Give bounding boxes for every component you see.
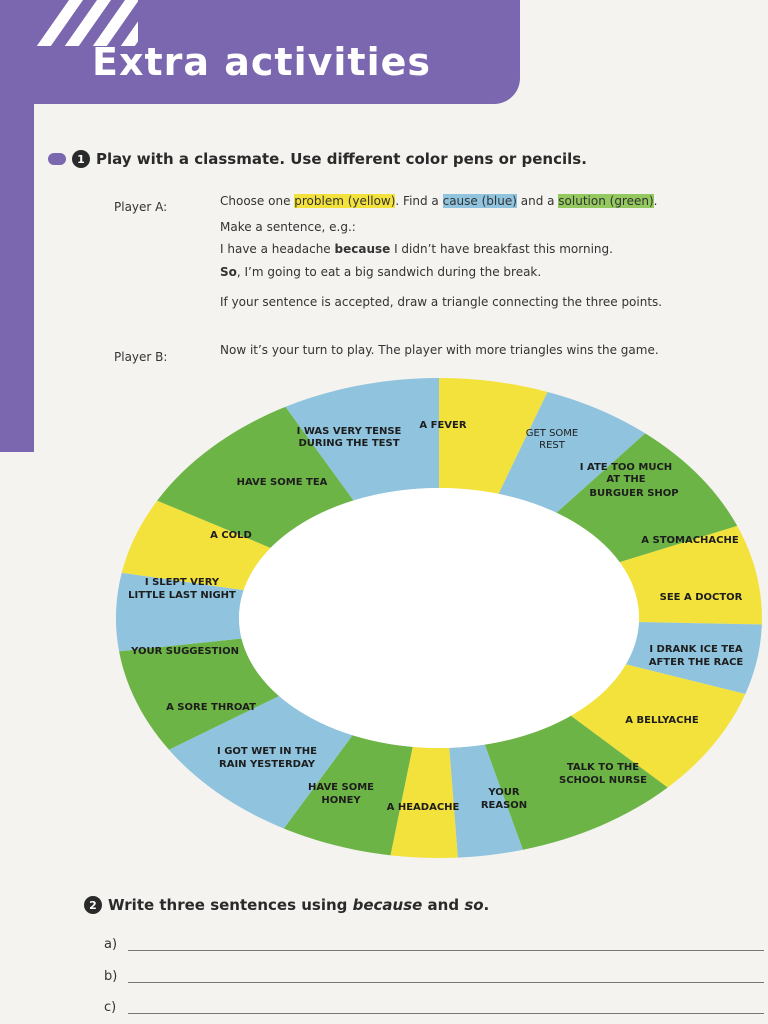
wheel-item: RAIN YESTERDAY [219, 759, 315, 770]
answer-label-a: a) [104, 937, 118, 952]
wheel-item: I DRANK ICE TEA [649, 644, 743, 655]
wheel-item: A HEADACHE [386, 802, 460, 813]
player-b-text: Now it’s your turn to play. The player with more triangles wins the game. [220, 343, 659, 357]
speech-bubble-icon [48, 153, 66, 165]
player-a-line-2: Make a sentence, e.g.: [220, 220, 356, 234]
wheel-item: BURGUER SHOP [589, 488, 679, 499]
wheel-item: HAVE SOME TEA [236, 477, 328, 488]
player-a-line-4: So, I’m going to eat a big sandwich during the break. [220, 265, 542, 279]
activity-1-heading [48, 150, 587, 168]
wheel-item: I ATE TOO MUCH [579, 462, 673, 473]
wheel-item: AT THE [606, 474, 646, 485]
wheel-item: A SORE THROAT [166, 702, 256, 713]
wheel-item: YOUR SUGGESTION [131, 646, 239, 657]
wheel-item: HONEY [321, 795, 361, 806]
activity-2-heading [84, 896, 489, 914]
wheel-item: A FEVER [419, 420, 467, 431]
wheel-item: GET SOME [525, 428, 579, 439]
wheel-item: AFTER THE RACE [648, 657, 744, 668]
activity-number: 2 [84, 896, 102, 914]
answer-line-a[interactable] [128, 950, 764, 951]
answer-line-b[interactable] [128, 982, 764, 983]
wheel-item: I GOT WET IN THE [217, 746, 317, 757]
player-a-line-3: I have a headache because I didn’t have breakfast this morning. [220, 242, 613, 256]
wheel-item: A BELLYACHE [625, 715, 699, 726]
wheel-item: DURING THE TEST [298, 438, 400, 449]
player-a-line-1: Choose one problem (yellow). Find a cause (blue) and a solution (green). [220, 194, 658, 208]
activity-number: 1 [72, 150, 90, 168]
wheel-item: LITTLE LAST NIGHT [128, 590, 236, 601]
answer-line-c[interactable] [128, 1013, 764, 1014]
game-wheel [114, 376, 764, 860]
page-title: Extra activities [92, 40, 431, 84]
wheel-item: SCHOOL NURSE [559, 775, 647, 786]
answer-label-b: b) [104, 969, 118, 984]
wheel-item: I WAS VERY TENSE [296, 426, 402, 437]
wheel-item: YOUR [488, 787, 520, 798]
wheel-item: TALK TO THE [566, 762, 640, 773]
player-a-label: Player A: [114, 200, 168, 214]
wheel-item: A COLD [210, 530, 252, 541]
wheel-center [239, 488, 639, 748]
activity-2-instruction: Write three sentences using because and so. [108, 896, 490, 914]
player-b-label: Player B: [114, 350, 168, 364]
player-a-line-5: If your sentence is accepted, draw a triangle connecting the three points. [220, 295, 663, 309]
wheel-item: REST [539, 440, 565, 451]
wheel-item: SEE A DOCTOR [659, 592, 743, 603]
answer-label-c: c) [104, 1000, 117, 1015]
wheel-item: REASON [480, 800, 528, 811]
wheel-item: HAVE SOME [308, 782, 374, 793]
wheel-item: I SLEPT VERY [144, 577, 220, 588]
wheel-item: A STOMACHACHE [641, 535, 739, 546]
activity-1-instruction: Play with a classmate. Use different color pens or pencils. [96, 150, 587, 168]
